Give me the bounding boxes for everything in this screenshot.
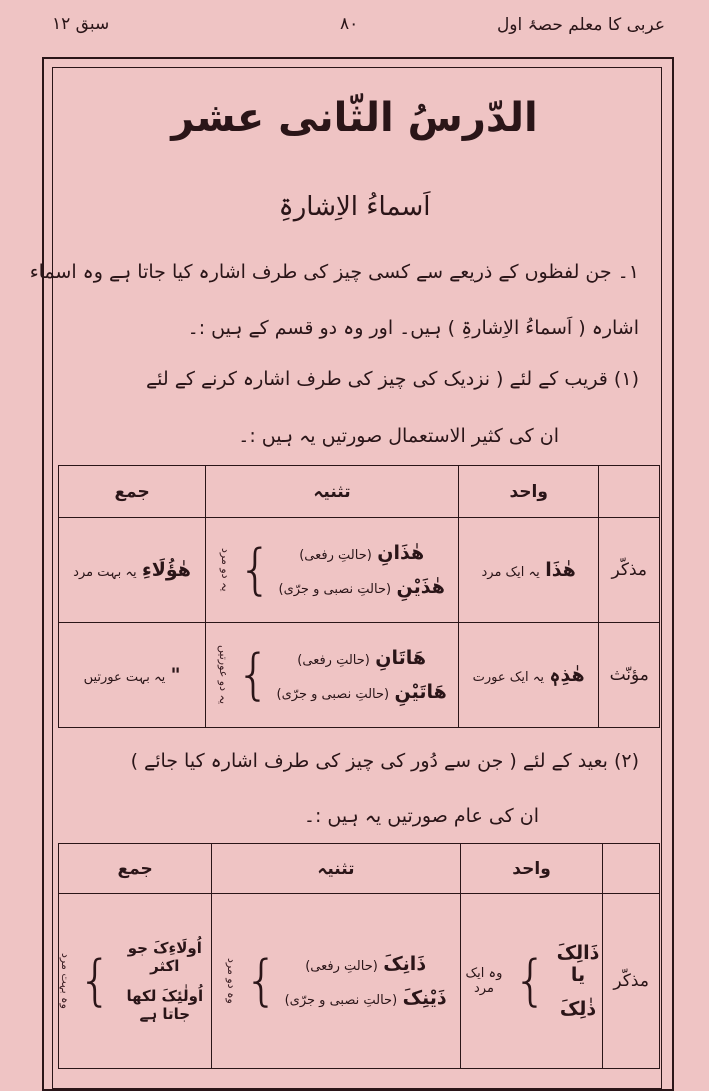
dual-case-note: (حالتِ رفعی) — [297, 653, 370, 668]
singular-cell — [460, 894, 603, 1069]
intro-line-4: ان کی کثیر الاستعمال صورتیں یہ ہیں :۔ — [238, 425, 559, 447]
lesson-subtitle: اَسماءُ الاِشارۃِ — [278, 192, 431, 222]
corner-cell — [603, 844, 660, 894]
dual-word-nominative: ھٰذَانِ — [377, 542, 425, 564]
dual-word-nominative: ذَانِکَ — [383, 953, 427, 975]
far-intro-line-2: ان کی عام صورتیں یہ ہیں :۔ — [303, 805, 539, 827]
plural-cell — [59, 894, 212, 1069]
dual-word-nominative: ھَاتَانِ — [375, 647, 427, 669]
dual-word-oblique: ھَاتَیْنِ — [394, 681, 447, 703]
singular-meaning: وہ ایک مرد — [465, 966, 503, 996]
brace-glyph: } — [244, 949, 279, 1012]
brace-glyph: } — [78, 949, 113, 1012]
plural-cell — [59, 518, 206, 623]
dual-meaning: یہ دو مرد — [219, 548, 233, 592]
dual-case-note: (حالتِ نصبی و جرّی) — [284, 993, 398, 1008]
singular-word: ھٰذَا — [545, 559, 576, 581]
singular-header: واحد — [460, 844, 603, 894]
table-header-row — [59, 466, 660, 518]
dual-meaning: وہ دو مرد — [225, 958, 239, 1004]
plural-meaning: وہ بہت مرد — [59, 953, 72, 1009]
near-demonstratives-table — [58, 465, 660, 728]
singular-word: ھٰذِہٖ — [549, 664, 585, 686]
table-header-row — [59, 844, 660, 894]
brace-glyph: } — [513, 949, 548, 1012]
dual-case-note: (حالتِ رفعی) — [299, 548, 372, 563]
lesson-number: سبق ۱۲ — [52, 14, 110, 34]
far-intro-line-1: (۲) بعید کے لئے ( جن سے دُور کی چیز کی طرف اشارہ کیا جائے ) — [130, 750, 639, 772]
plural-meaning: یہ بہت عورتیں — [83, 670, 166, 685]
row-label-masculine: مذکّر — [603, 894, 660, 1069]
corner-cell — [599, 466, 660, 518]
plural-word-alt: اُولٰئِکَ لکھا جاتا ہے — [126, 987, 204, 1023]
dual-cell — [206, 623, 459, 728]
singular-word-alt: ذٰلِکَ — [559, 998, 597, 1020]
table-row — [59, 894, 660, 1069]
row-label-feminine: مؤنّث — [599, 623, 660, 728]
plural-word: اُولَاءِکَ جو اکثر — [127, 939, 202, 975]
dual-case-note: (حالتِ نصبی و جرّی) — [276, 687, 390, 702]
dual-cell — [206, 518, 459, 623]
intro-line-1: ۱۔ جن لفظوں کے ذریعے سے کسی چیز کی طرف اشارہ کیا جاتا ہے وہ اسماء — [29, 261, 639, 283]
ditto-mark: " — [170, 664, 181, 686]
singular-header: واحد — [458, 466, 599, 518]
far-demonstratives-table — [58, 843, 660, 1069]
dual-case-note: (حالتِ رفعی) — [305, 959, 378, 974]
book-title: عربی کا معلم حصۂ اول — [496, 15, 665, 35]
brace-glyph: } — [236, 643, 271, 706]
dual-cell — [212, 894, 460, 1069]
page-number: ۸۰ — [340, 14, 359, 34]
intro-line-3: (۱) قریب کے لئے ( نزدیک کی چیز کی طرف اشارہ کرنے کے لئے — [146, 368, 639, 390]
plural-cell — [59, 623, 206, 728]
dual-header: تثنیہ — [206, 466, 459, 518]
brace-glyph: } — [238, 538, 273, 601]
intro-line-2: اشارہ ( اَسماءُ الاِشارۃِ ) ہیں۔ اور وہ دو قسم کے ہیں :۔ — [187, 317, 639, 339]
row-label-masculine: مذکّر — [599, 518, 660, 623]
singular-meaning: یہ ایک مرد — [481, 565, 540, 580]
dual-word-oblique: ذَیْنِکَ — [402, 987, 447, 1009]
singular-word: ذَالِکَ یا — [556, 942, 600, 986]
dual-word-oblique: ھٰذَیْنِ — [396, 576, 445, 598]
table-row — [59, 623, 660, 728]
singular-cell — [458, 623, 599, 728]
plural-header: جمع — [59, 844, 212, 894]
lesson-title: الدّرسُ الثّانی عشر — [171, 95, 538, 141]
singular-cell — [458, 518, 599, 623]
dual-header: تثنیہ — [212, 844, 460, 894]
dual-case-note: (حالتِ نصبی و جرّی) — [278, 582, 392, 597]
plural-meaning: یہ بہت مرد — [73, 565, 137, 580]
plural-word: ھٰؤُلَاءِ — [142, 559, 191, 581]
plural-header: جمع — [59, 466, 206, 518]
singular-meaning: یہ ایک عورت — [472, 670, 544, 685]
dual-meaning: یہ دو عورتیں — [217, 645, 231, 705]
table-row — [59, 518, 660, 623]
